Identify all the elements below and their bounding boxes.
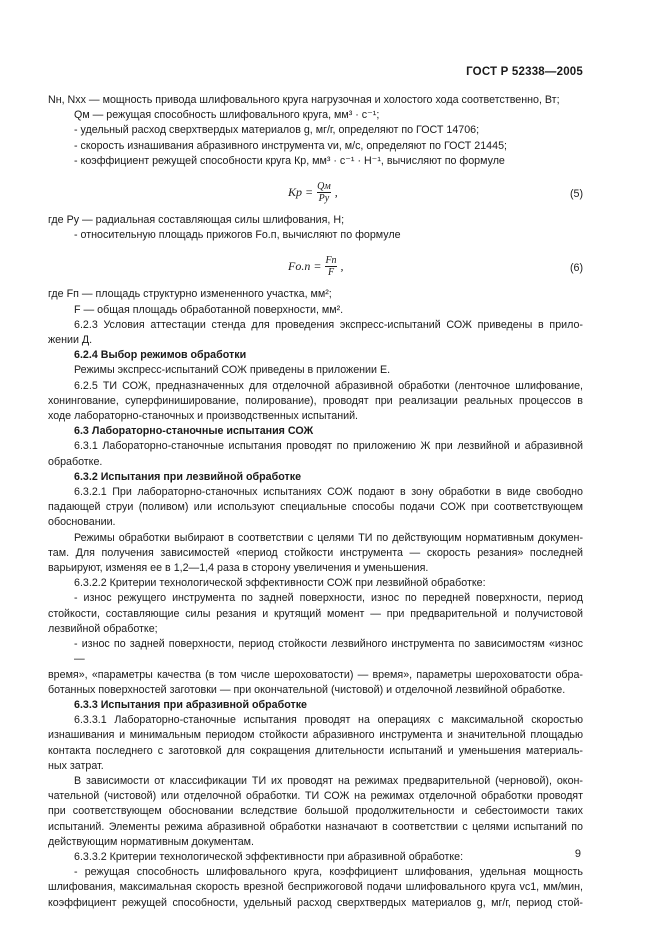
formula-lhs: Kр = [288,184,314,199]
formula-denominator: F [327,267,335,279]
section-heading: 6.3 Лабораторно-станочные испытания СОЖ [74,425,314,438]
formula-number: (5) [569,188,583,201]
text-line: 6.3.2.1 При лабораторно-станочных испытаниях СОЖ подают в зону обработки в виде свободно [74,486,583,499]
text-line: варьируют, изменяя ее в 1,2—1,4 раза в сторону увеличения и уменьшения. [48,562,429,575]
text-line: Режимы экспресс-испытаний СОЖ приведены в приложении Е. [74,364,391,377]
formula-number: (6) [569,262,583,275]
text-line: ходе лабораторно-станочных и производственных испытаний. [48,410,359,423]
text-line: ботанных поверхностей заготовки — при окончательной (чистовой) и отделочной лезвийной обработке. [48,683,566,696]
text-line: Режимы обработки выбирают в соответствии с целями ТИ по действующим нормативным докумен- [74,531,583,544]
text-line: чательной (чистовой) или отделочной обработки. ТИ СОЖ на режимах отделочной обработки проводят [48,790,583,803]
text-line: ных затрат. [48,759,104,772]
formula-tail: , [340,259,344,274]
text-line: где Fп — площадь структурно измененного участка, мм²; [48,288,332,301]
formula-numerator: Qм [317,181,331,193]
text-line: 6.3.2.2 Критерии технологической эффективности СОЖ при лезвийной обработке: [74,577,486,590]
text-line: обработке. [48,455,103,468]
text-line: - износ по задней поверхности, период стойкости лезвийного инструмента по зависимостям «износ — [74,638,583,666]
formula-lhs: Fо.п = [288,259,322,274]
text-line: F — общая площадь обработанной поверхности, мм². [74,303,344,316]
text-line: время», «параметры качества (в том числе шероховатости) — время», параметры шероховатости обра- [48,668,583,681]
text-line: - износ режущего инструмента по задней поверхности, износ по передней поверхности, период [74,592,583,605]
text-line: хонингование, суперфиниширование, полирование), проводят при реализации реальных процессов в [48,394,583,407]
page-number: 9 [574,848,581,860]
text-line: - удельный расход сверхтвердых материалов g, мг/г, определяют по ГОСТ 14706; [74,124,480,137]
text-line: - относительную площадь прижогов Fо.п, вычисляют по формуле [74,229,401,242]
text-line: 6.3.3.2 Критерии технологической эффективности при абразивной обработке: [74,850,464,863]
text-line: изнашивания и минимальным периодом стойкости абразивного инструмента и значительной площадью [48,729,583,742]
text-line: где Py — радиальная составляющая силы шлифования, Н; [48,214,345,227]
text-line: - режущая способность шлифовального круга, коэффициент шлифования, удельная мощность [74,866,583,879]
text-line: 6.2.5 ТИ СОЖ, предназначенных для отделочной абразивной обработки (ленточное шлифование, [74,379,583,392]
text-line: шлифования, максимальная скорость врезной бесприжоговой подачи шлифовального круга vс1, мм/мин, [48,881,583,894]
text-line: - скорость изнашивания абразивного инструмента vи, м/с, определяют по ГОСТ 21445; [74,139,507,152]
text-line: Nн, Nхх — мощность привода шлифовального круга нагрузочная и холостого хода соответственно, Вт; [48,94,560,106]
document-body [48,93,583,911]
text-line: стойкости, составляющие силы резания и крутящий момент — при предварительной и получистовой [48,607,583,620]
text-line: коэффициент режущей способности, удельный расход сверхтвердых материалов g, мг/г, период стой- [48,896,583,909]
section-heading: 6.2.4 Выбор режимов обработки [74,349,247,362]
section-heading: 6.3.2 Испытания при лезвийной обработке [74,470,302,483]
formula-6 [48,243,583,287]
text-line: В зависимости от классификации ТИ их проводят на режимах предварительной (черновой), окон- [74,774,583,787]
text-line: там. Для получения зависимостей «период стойкости инструмента — скорость резания» последней [48,546,583,559]
text-line: - коэффициент режущей способности круга Кр, мм³ · с⁻¹ · Н⁻¹, вычисляют по формуле [74,154,505,167]
text-line: при соответствующем обосновании вследствие большой продолжительности и себестоимости таких [48,805,583,818]
text-line: 6.3.1 Лабораторно-станочные испытания проводят по приложению Ж при лезвийной и абразивной [74,440,583,453]
text-line: 6.2.3 Условия аттестации стенда для проведения экспресс-испытаний СОЖ приведены в прило- [74,318,583,331]
text-line: лезвийной обработке; [48,622,158,635]
text-line: испытаний. Элементы режима абразивной обработки назначают в соответствии с целями испытаний по [48,820,583,833]
formula-fraction [317,181,331,204]
text-line: обосновании. [48,516,116,529]
section-heading: 6.3.3 Испытания при абразивной обработке [74,698,307,711]
formula-fraction [325,255,336,278]
text-line: Qм — режущая способность шлифовального круга, мм³ · с⁻¹; [74,109,380,122]
formula-5 [48,169,583,213]
text-line: контакта последнего с заготовкой для сокращения длительности испытаний и уменьшения материаль- [48,744,583,757]
text-line: падающей струи (поливом) или используют специальные способы подачи СОЖ при соответствующем [48,501,583,514]
formula-numerator: Fп [325,255,337,267]
text-line: действующим нормативным документам. [48,835,254,848]
formula-tail: , [334,184,338,199]
standard-header: ГОСТ Р 52338—2005 [466,66,583,78]
text-line: жении Д. [48,334,93,347]
formula-denominator: Py [318,193,330,205]
text-line: 6.3.3.1 Лабораторно-станочные испытания проводят на операциях с максимальной скоростью [74,714,583,727]
